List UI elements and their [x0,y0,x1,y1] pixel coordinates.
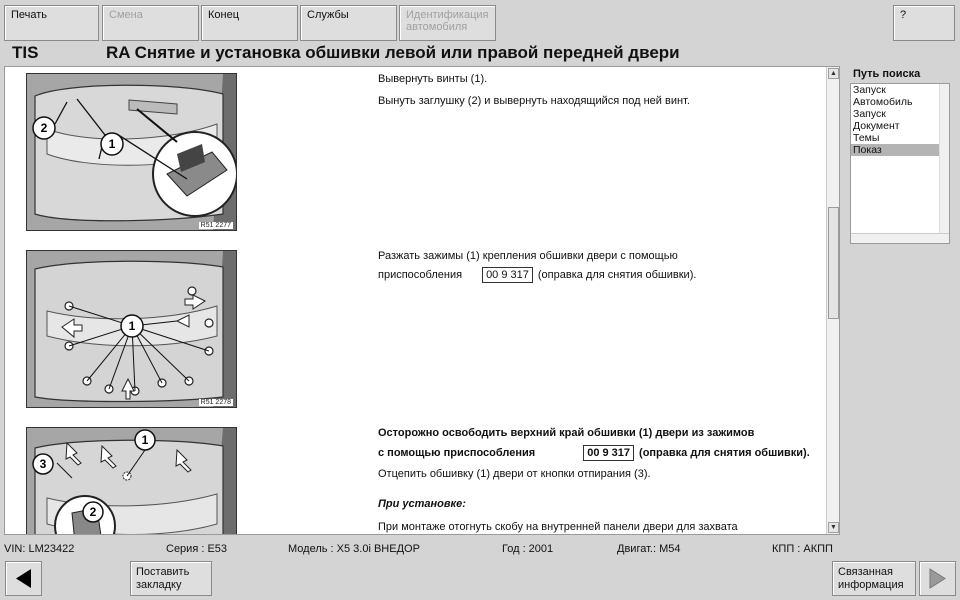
list-vscrollbar[interactable] [939,84,949,243]
figure-door-screws [26,73,237,231]
right-arrow-icon [920,562,955,595]
step2-line2 [378,267,696,283]
install-heading: При установке: [378,498,466,510]
engine: Двигат.: M54 [617,543,681,555]
change-button[interactable]: Смена [102,5,199,41]
step3-text-b: (оправка для снятия обшивки). [639,447,810,459]
search-path-item[interactable]: Автомобиль [853,96,913,108]
help-button[interactable]: ? [893,5,955,41]
series: Серия : E53 [166,543,228,555]
scroll-thumb[interactable] [828,207,839,319]
vehicle-id-button[interactable]: Идентификация автомобиля [399,5,496,41]
vin: VIN: LM23422 [4,543,75,555]
step2-text-a: приспособления [378,269,463,281]
step2-text-b: (оправка для снятия обшивки). [537,269,697,281]
door-top-edge-illustration [27,428,237,535]
callout-1: 1 [108,137,116,151]
scroll-down-icon[interactable]: ▼ [828,522,839,533]
tool-code-link[interactable]: 00 9 317 [583,445,634,461]
print-button[interactable]: Печать [4,5,99,41]
search-path-item[interactable]: Документ [853,120,900,132]
services-button[interactable]: Службы [300,5,397,41]
bookmark-button[interactable]: Поставить закладку [130,561,212,596]
content-scrollbar[interactable] [826,67,839,534]
figure-door-top-edge [26,427,237,535]
install-line1: При монтаже отогнуть скобу на внутренней панели двери для захвата [378,521,738,533]
page-title: RA Снятие и установка обшивки левой или правой передней двери [106,43,680,62]
step1-line1: Вывернуть винты (1). [378,73,488,85]
search-path-item[interactable]: Темы [853,132,880,144]
model: Модель : X5 3.0i ВНЕДОР [288,543,420,555]
document-pane[interactable] [4,66,840,535]
list-hscrollbar[interactable] [851,233,949,243]
app-name: TIS [12,43,39,62]
callout-1: 1 [128,319,136,333]
search-path-item[interactable]: Запуск [853,84,886,96]
search-path-item[interactable]: Запуск [853,108,886,120]
callout-2: 2 [89,505,97,519]
end-button[interactable]: Конец [201,5,298,41]
left-arrow-icon [6,562,41,595]
tool-code-link[interactable]: 00 9 317 [482,267,533,283]
callout-3: 3 [39,457,47,471]
step1-line2: Вынуть заглушку (2) и вывернуть находящийся под ней винт. [378,95,690,107]
step3-line3: Отцепить обшивку (1) двери от кнопки отпирания (3). [378,468,651,480]
callout-1: 1 [141,433,149,447]
figure-door-clips [26,250,237,408]
scroll-up-icon[interactable]: ▲ [828,68,839,79]
search-path-item-selected[interactable]: Показ [851,144,949,156]
related-info-button[interactable]: Связанная информация [832,561,916,596]
step3-line1: Осторожно освободить верхний край обшивки (1) двери из зажимов [378,427,755,439]
door-screws-illustration [27,74,237,231]
year: Год : 2001 [502,543,554,555]
figure-code: R51 2277 [200,222,231,229]
step3-line2 [378,445,810,461]
gearbox: КПП : АКПП [772,543,833,555]
door-clips-illustration [27,251,237,408]
forward-button[interactable] [919,561,956,596]
figure-code: R51 2278 [200,399,231,406]
step3-text-a: с помощью приспособления [378,447,536,459]
vehicle-status-bar [0,541,960,557]
step2-line1: Разжать зажимы (1) крепления обшивки двери с помощью [378,250,678,262]
callout-2: 2 [40,121,48,135]
search-path-label: Путь поиска [853,68,921,80]
search-path-list[interactable] [850,83,950,244]
back-button[interactable] [5,561,42,596]
